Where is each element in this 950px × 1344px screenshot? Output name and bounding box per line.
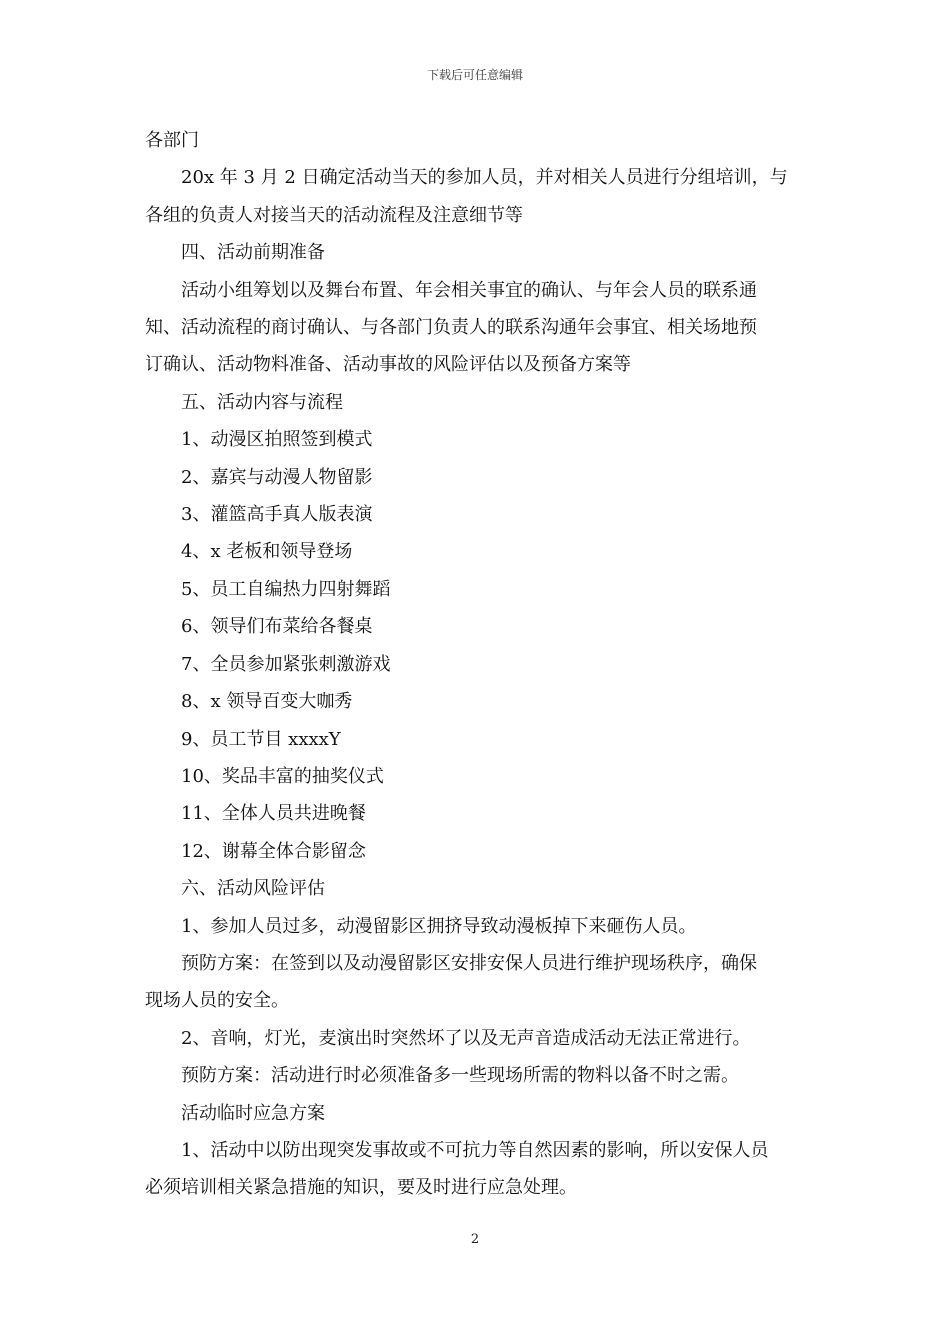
- document-body: [145, 122, 809, 1207]
- page-number: 2: [470, 1232, 480, 1247]
- list-item: 4、x 老板和领导登场: [181, 541, 353, 563]
- text-line: 2、音响，灯光，麦演出时突然坏了以及无声音造成活动无法正常进行。: [181, 1027, 751, 1049]
- section-heading: 六、活动风险评估: [181, 878, 325, 900]
- list-item: 3、灌篮高手真人版表演: [181, 504, 373, 526]
- section-heading: 四、活动前期准备: [181, 242, 325, 264]
- section-heading: 五、活动内容与流程: [181, 391, 343, 413]
- list-item: 12、谢幕全体合影留念: [181, 840, 366, 862]
- text-line: 知、活动流程的商讨确认、与各部门负责人的联系沟通年会事宜、相关场地预: [145, 317, 757, 339]
- text-line: 各组的负责人对接当天的活动流程及注意细节等: [145, 204, 523, 226]
- list-item: 2、嘉宾与动漫人物留影: [181, 466, 373, 488]
- list-item: 7、全员参加紧张刺激游戏: [181, 653, 391, 675]
- list-item: 1、动漫区拍照签到模式: [181, 429, 373, 451]
- text-line: 预防方案：在签到以及动漫留影区安排安保人员进行维护现场秩序，确保: [181, 952, 757, 974]
- text-line: 活动小组筹划以及舞台布置、年会相关事宜的确认、与年会人员的联系通: [181, 279, 757, 301]
- text-line: 1、参加人员过多，动漫留影区拥挤导致动漫板掉下来砸伤人员。: [181, 915, 697, 937]
- text-line: 各部门: [145, 130, 199, 151]
- text-line: 1、活动中以防出现突发事故或不可抗力等自然因素的影响，所以安保人员: [181, 1139, 769, 1161]
- list-item: 5、员工自编热力四射舞蹈: [181, 578, 391, 600]
- text-line: 现场人员的安全。: [145, 990, 289, 1012]
- text-line: 20x 年 3 月 2 日确定活动当天的参加人员，并对相关人员进行分组培训，与: [181, 167, 788, 189]
- text-line: 预防方案：活动进行时必须准备多一些现场所需的物料以备不时之需。: [181, 1065, 739, 1087]
- text-line: 订确认、活动物料准备、活动事故的风险评估以及预备方案等: [145, 354, 631, 376]
- section-heading: 活动临时应急方案: [181, 1102, 325, 1124]
- text-line: 必须培训相关紧急措施的知识，要及时进行应急处理。: [145, 1177, 577, 1199]
- list-item: 10、奖品丰富的抽奖仪式: [181, 765, 384, 787]
- list-item: 6、领导们布菜给各餐桌: [181, 616, 373, 638]
- page-header: 下载后可任意编辑: [426, 68, 523, 82]
- list-item: 9、员工节目 xxxxY: [181, 728, 341, 750]
- list-item: 11、全体人员共进晚餐: [181, 803, 366, 825]
- list-item: 8、x 领导百变大咖秀: [181, 691, 353, 713]
